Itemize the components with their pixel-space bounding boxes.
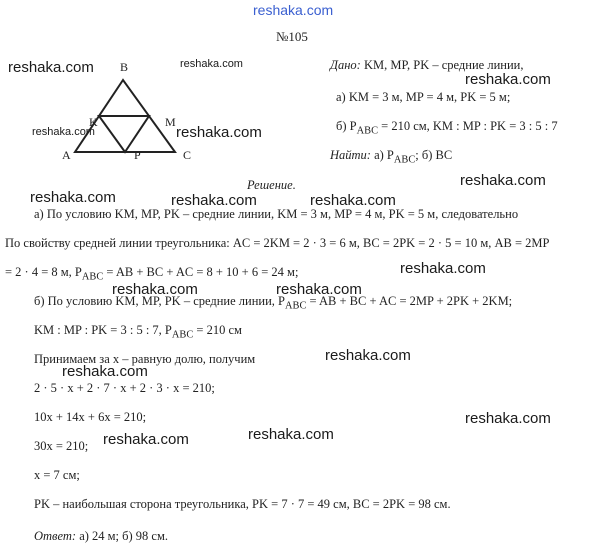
watermark: reshaka.com	[180, 58, 243, 70]
solution-line8: 10x + 14x + 6x = 210;	[34, 410, 147, 424]
given-line2: а) KM = 3 м, MP = 4 м, PK = 5 м;	[336, 90, 511, 104]
answer-text: а) 24 м; б) 98 см.	[79, 529, 169, 543]
answer-line	[34, 529, 168, 543]
solution-line9: 30x = 210;	[34, 439, 89, 453]
watermark: reshaka.com	[460, 172, 546, 189]
answer-head: Ответ:	[34, 529, 77, 543]
watermark: reshaka.com	[62, 363, 148, 380]
given-text1: KM, MP, PK – средние линии,	[363, 58, 524, 72]
watermark: reshaka.com	[400, 260, 486, 277]
problem-number: №105	[276, 29, 308, 44]
label-c: C	[183, 148, 192, 162]
watermark: reshaka.com	[8, 59, 94, 76]
label-k: K	[89, 115, 98, 129]
given-line1	[330, 58, 523, 72]
watermark: reshaka.com	[310, 192, 396, 209]
watermark: reshaka.com	[248, 426, 334, 443]
solution-line4: б) По условию KM, MP, PK – средние линии, $P_{ABC}$ = AB + BC + AC = 2MP + 2PK + 2KM;	[34, 294, 513, 312]
watermark: reshaka.com	[103, 431, 189, 448]
triangle-kmp	[99, 116, 149, 152]
watermark: reshaka.com	[30, 189, 116, 206]
watermark: reshaka.com	[112, 281, 198, 298]
label-p: P	[134, 148, 141, 162]
triangle-diagram	[60, 70, 200, 165]
watermark: reshaka.com	[171, 192, 257, 209]
given-line3: б) $P_{ABC} = 210$ см, KM : MP : PK = 3 : 5 : 7	[336, 119, 558, 137]
watermark: reshaka.com	[32, 126, 95, 138]
solution-line3: = 2 · 4 = 8 м, $P_{ABC}$ = AB + BC + AC = 8 + 10 + 6 = 24 м;	[5, 265, 299, 283]
solution-line1: а) По условию KM, MP, PK – средние линии, KM = 3 м, MP = 4 м, PK = 5 м, следовательно	[34, 207, 519, 221]
solution-line10: x = 7 см;	[34, 468, 80, 482]
find-head: Найти:	[330, 148, 371, 162]
solution-head: Решение.	[247, 178, 296, 192]
label-a: A	[62, 148, 71, 162]
watermark: reshaka.com	[325, 347, 411, 364]
watermark: reshaka.com	[276, 281, 362, 298]
label-b: B	[120, 60, 129, 74]
label-m: M	[165, 115, 176, 129]
given-head: Дано:	[330, 58, 361, 72]
find-line	[330, 148, 452, 168]
top-watermark[interactable]: reshaka.com	[253, 2, 334, 18]
find-text: а) $P_{ABC}$; б) BC	[374, 148, 453, 166]
solution-line2: По свойству средней линии треугольника: AC = 2KM = 2 · 3 = 6 м, BC = 2PK = 2 · 5 = 10 м, AB = 2MP	[5, 236, 550, 250]
watermark: reshaka.com	[465, 71, 551, 88]
solution-line11: PK – наибольшая сторона треугольника, PK = 7 · 7 = 49 см, BC = 2PK = 98 см.	[34, 497, 451, 511]
watermark: reshaka.com	[176, 124, 262, 141]
solution-line5: KM : MP : PK = 3 : 5 : 7, $P_{ABC} = 210$ см	[34, 323, 242, 341]
solution-line6: Принимаем за x – равную долю, получим	[34, 352, 256, 366]
solution-line7: 2 · 5 · x + 2 · 7 · x + 2 · 3 · x = 210;	[34, 381, 215, 395]
watermark: reshaka.com	[465, 410, 551, 427]
